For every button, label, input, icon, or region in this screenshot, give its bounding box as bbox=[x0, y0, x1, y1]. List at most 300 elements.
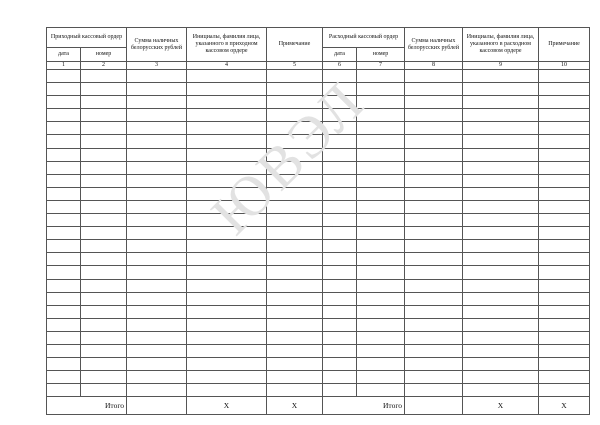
table-cell[interactable] bbox=[187, 384, 267, 397]
table-cell[interactable] bbox=[47, 96, 81, 109]
table-cell[interactable] bbox=[357, 318, 405, 331]
table-cell[interactable] bbox=[47, 371, 81, 384]
table-cell[interactable] bbox=[539, 148, 590, 161]
table-cell[interactable] bbox=[187, 371, 267, 384]
table-cell[interactable] bbox=[187, 83, 267, 96]
table-row bbox=[47, 384, 590, 397]
table-cell[interactable] bbox=[323, 83, 357, 96]
table-cell[interactable] bbox=[323, 135, 357, 148]
table-cell[interactable] bbox=[539, 240, 590, 253]
table-cell[interactable] bbox=[267, 371, 323, 384]
table-cell[interactable] bbox=[539, 358, 590, 371]
table-cell[interactable] bbox=[187, 187, 267, 200]
table-cell[interactable] bbox=[539, 83, 590, 96]
table-cell[interactable] bbox=[405, 240, 463, 253]
table-cell[interactable] bbox=[187, 200, 267, 213]
table-cell[interactable] bbox=[539, 266, 590, 279]
table-cell[interactable] bbox=[187, 279, 267, 292]
table-cell[interactable] bbox=[267, 200, 323, 213]
watermark-text: ЮВЭЛ bbox=[198, 67, 378, 247]
in-number-header: номер bbox=[81, 48, 127, 62]
table-cell[interactable] bbox=[539, 279, 590, 292]
table-cell[interactable] bbox=[81, 227, 127, 240]
column-number: 5 bbox=[267, 62, 323, 70]
table-cell[interactable] bbox=[47, 214, 81, 227]
table-cell[interactable] bbox=[47, 331, 81, 344]
table-cell[interactable] bbox=[405, 344, 463, 357]
table-cell[interactable] bbox=[81, 122, 127, 135]
table-cell[interactable] bbox=[187, 122, 267, 135]
table-cell[interactable] bbox=[323, 384, 357, 397]
table-cell[interactable] bbox=[463, 83, 539, 96]
table-cell[interactable] bbox=[267, 148, 323, 161]
table-cell[interactable] bbox=[127, 279, 187, 292]
table-cell[interactable] bbox=[405, 174, 463, 187]
table-cell[interactable] bbox=[81, 358, 127, 371]
table-cell[interactable] bbox=[323, 122, 357, 135]
table-cell[interactable] bbox=[323, 240, 357, 253]
table-cell[interactable] bbox=[405, 227, 463, 240]
table-cell[interactable] bbox=[47, 83, 81, 96]
table-cell[interactable] bbox=[187, 266, 267, 279]
table-cell[interactable] bbox=[187, 240, 267, 253]
table-cell[interactable] bbox=[463, 200, 539, 213]
table-cell[interactable] bbox=[357, 109, 405, 122]
table-cell[interactable] bbox=[187, 227, 267, 240]
total-out-sum-cell[interactable] bbox=[405, 397, 463, 415]
table-cell[interactable] bbox=[357, 70, 405, 83]
table-cell[interactable] bbox=[267, 83, 323, 96]
table-cell[interactable] bbox=[81, 174, 127, 187]
table-cell[interactable] bbox=[323, 305, 357, 318]
table-cell[interactable] bbox=[47, 358, 81, 371]
table-cell[interactable] bbox=[405, 161, 463, 174]
table-cell[interactable] bbox=[127, 344, 187, 357]
table-cell[interactable] bbox=[267, 305, 323, 318]
table-cell[interactable] bbox=[323, 70, 357, 83]
table-cell[interactable] bbox=[463, 227, 539, 240]
table-row bbox=[47, 253, 590, 266]
table-cell[interactable] bbox=[81, 109, 127, 122]
table-row bbox=[47, 371, 590, 384]
table-cell[interactable] bbox=[127, 305, 187, 318]
table-cell[interactable] bbox=[267, 240, 323, 253]
table-row bbox=[47, 187, 590, 200]
table-cell[interactable] bbox=[323, 292, 357, 305]
table-cell[interactable] bbox=[127, 292, 187, 305]
table-cell[interactable] bbox=[127, 266, 187, 279]
table-cell[interactable] bbox=[187, 109, 267, 122]
table-cell[interactable] bbox=[47, 174, 81, 187]
table-cell[interactable] bbox=[81, 161, 127, 174]
table-cell[interactable] bbox=[357, 135, 405, 148]
table-cell[interactable] bbox=[357, 227, 405, 240]
table-cell[interactable] bbox=[81, 214, 127, 227]
table-cell[interactable] bbox=[463, 240, 539, 253]
in-date-header: дата bbox=[47, 48, 81, 62]
table-cell[interactable] bbox=[267, 384, 323, 397]
table-cell[interactable] bbox=[539, 122, 590, 135]
column-number: 7 bbox=[357, 62, 405, 70]
table-cell[interactable] bbox=[127, 174, 187, 187]
table-cell[interactable] bbox=[405, 253, 463, 266]
table-cell[interactable] bbox=[357, 187, 405, 200]
table-cell[interactable] bbox=[463, 214, 539, 227]
table-cell[interactable] bbox=[539, 292, 590, 305]
table-cell[interactable] bbox=[47, 279, 81, 292]
in-note-header: Примечание bbox=[267, 28, 323, 62]
table-cell[interactable] bbox=[323, 358, 357, 371]
table-cell[interactable] bbox=[127, 318, 187, 331]
table-cell[interactable] bbox=[81, 292, 127, 305]
table-cell[interactable] bbox=[405, 70, 463, 83]
column-number-row bbox=[47, 62, 590, 70]
table-cell[interactable] bbox=[127, 371, 187, 384]
table-cell[interactable] bbox=[81, 70, 127, 83]
table-cell[interactable] bbox=[47, 292, 81, 305]
table-row bbox=[47, 227, 590, 240]
table-cell[interactable] bbox=[267, 279, 323, 292]
table-cell[interactable] bbox=[463, 148, 539, 161]
table-cell[interactable] bbox=[357, 358, 405, 371]
table-cell[interactable] bbox=[127, 109, 187, 122]
table-cell[interactable] bbox=[127, 200, 187, 213]
table-cell[interactable] bbox=[463, 358, 539, 371]
table-cell[interactable] bbox=[127, 135, 187, 148]
table-cell[interactable] bbox=[539, 135, 590, 148]
column-number: 3 bbox=[127, 62, 187, 70]
table-cell[interactable] bbox=[539, 214, 590, 227]
table-cell[interactable] bbox=[405, 148, 463, 161]
table-cell[interactable] bbox=[539, 96, 590, 109]
table-cell[interactable] bbox=[463, 279, 539, 292]
table-cell[interactable] bbox=[323, 279, 357, 292]
table-row bbox=[47, 135, 590, 148]
table-cell[interactable] bbox=[323, 109, 357, 122]
table-cell[interactable] bbox=[463, 305, 539, 318]
table-cell[interactable] bbox=[405, 187, 463, 200]
table-row bbox=[47, 331, 590, 344]
table-cell[interactable] bbox=[127, 83, 187, 96]
table-cell[interactable] bbox=[187, 70, 267, 83]
table-cell[interactable] bbox=[357, 331, 405, 344]
table-cell[interactable] bbox=[463, 70, 539, 83]
table-cell[interactable] bbox=[267, 227, 323, 240]
table-cell[interactable] bbox=[47, 122, 81, 135]
table-cell[interactable] bbox=[127, 384, 187, 397]
table-cell[interactable] bbox=[47, 135, 81, 148]
table-cell[interactable] bbox=[405, 331, 463, 344]
table-cell[interactable] bbox=[405, 318, 463, 331]
table-cell[interactable] bbox=[187, 344, 267, 357]
table-cell[interactable] bbox=[357, 305, 405, 318]
table-row bbox=[47, 109, 590, 122]
out-sum-header: Сумма наличных белорусских рублей bbox=[405, 28, 463, 62]
table-cell[interactable] bbox=[127, 161, 187, 174]
total-label-in: Итого bbox=[47, 397, 127, 415]
table-cell[interactable] bbox=[323, 161, 357, 174]
table-cell[interactable] bbox=[81, 187, 127, 200]
table-cell[interactable] bbox=[405, 292, 463, 305]
total-in-person-x: X bbox=[187, 397, 267, 415]
table-cell[interactable] bbox=[539, 344, 590, 357]
table-cell[interactable] bbox=[47, 305, 81, 318]
table-cell[interactable] bbox=[187, 96, 267, 109]
table-cell[interactable] bbox=[539, 331, 590, 344]
table-cell[interactable] bbox=[81, 266, 127, 279]
total-out-person-x: X bbox=[463, 397, 539, 415]
table-cell[interactable] bbox=[81, 384, 127, 397]
table-cell[interactable] bbox=[357, 214, 405, 227]
table-cell[interactable] bbox=[357, 83, 405, 96]
header-row-top bbox=[47, 28, 590, 48]
table-cell[interactable] bbox=[357, 384, 405, 397]
table-cell[interactable] bbox=[187, 214, 267, 227]
table-cell[interactable] bbox=[127, 148, 187, 161]
table-row bbox=[47, 96, 590, 109]
table-cell[interactable] bbox=[323, 148, 357, 161]
table-cell[interactable] bbox=[405, 371, 463, 384]
table-cell[interactable] bbox=[539, 227, 590, 240]
table-cell[interactable] bbox=[127, 96, 187, 109]
table-cell[interactable] bbox=[357, 148, 405, 161]
table-cell[interactable] bbox=[47, 187, 81, 200]
table-cell[interactable] bbox=[405, 384, 463, 397]
table-cell[interactable] bbox=[81, 135, 127, 148]
table-cell[interactable] bbox=[463, 318, 539, 331]
total-row bbox=[47, 397, 590, 415]
table-cell[interactable] bbox=[463, 384, 539, 397]
table-cell[interactable] bbox=[323, 318, 357, 331]
table-row bbox=[47, 358, 590, 371]
table-cell[interactable] bbox=[405, 200, 463, 213]
table-cell[interactable] bbox=[323, 174, 357, 187]
table-cell[interactable] bbox=[267, 174, 323, 187]
table-cell[interactable] bbox=[405, 122, 463, 135]
table-cell[interactable] bbox=[357, 200, 405, 213]
table-cell[interactable] bbox=[463, 292, 539, 305]
table-cell[interactable] bbox=[47, 227, 81, 240]
table-cell[interactable] bbox=[357, 96, 405, 109]
table-cell[interactable] bbox=[357, 292, 405, 305]
out-date-header: дата bbox=[323, 48, 357, 62]
table-cell[interactable] bbox=[187, 305, 267, 318]
table-row bbox=[47, 214, 590, 227]
table-cell[interactable] bbox=[463, 344, 539, 357]
column-number: 4 bbox=[187, 62, 267, 70]
table-cell[interactable] bbox=[127, 253, 187, 266]
column-number: 6 bbox=[323, 62, 357, 70]
table-cell[interactable] bbox=[47, 344, 81, 357]
table-cell[interactable] bbox=[47, 384, 81, 397]
table-row bbox=[47, 122, 590, 135]
ledger-body bbox=[47, 70, 590, 397]
table-cell[interactable] bbox=[323, 371, 357, 384]
table-cell[interactable] bbox=[405, 214, 463, 227]
table-cell[interactable] bbox=[323, 187, 357, 200]
table-cell[interactable] bbox=[187, 331, 267, 344]
table-cell[interactable] bbox=[539, 70, 590, 83]
out-person-header: Инициалы, фамилия лица, указанного в расходном кассовом ордере bbox=[463, 28, 539, 62]
table-row bbox=[47, 279, 590, 292]
table-cell[interactable] bbox=[357, 266, 405, 279]
table-cell[interactable] bbox=[539, 161, 590, 174]
table-cell[interactable] bbox=[463, 161, 539, 174]
table-cell[interactable] bbox=[81, 344, 127, 357]
total-label-out: Итого bbox=[323, 397, 405, 415]
table-cell[interactable] bbox=[357, 253, 405, 266]
table-cell[interactable] bbox=[463, 371, 539, 384]
table-cell[interactable] bbox=[267, 318, 323, 331]
table-cell[interactable] bbox=[463, 122, 539, 135]
table-cell[interactable] bbox=[127, 187, 187, 200]
table-row bbox=[47, 83, 590, 96]
table-cell[interactable] bbox=[127, 240, 187, 253]
table-cell[interactable] bbox=[47, 148, 81, 161]
table-cell[interactable] bbox=[267, 135, 323, 148]
table-cell[interactable] bbox=[81, 200, 127, 213]
table-cell[interactable] bbox=[357, 371, 405, 384]
table-cell[interactable] bbox=[187, 318, 267, 331]
table-row bbox=[47, 161, 590, 174]
table-cell[interactable] bbox=[81, 253, 127, 266]
table-row bbox=[47, 344, 590, 357]
table-cell[interactable] bbox=[81, 305, 127, 318]
table-cell[interactable] bbox=[463, 253, 539, 266]
table-cell[interactable] bbox=[127, 331, 187, 344]
table-cell[interactable] bbox=[47, 253, 81, 266]
table-cell[interactable] bbox=[127, 70, 187, 83]
table-cell[interactable] bbox=[357, 174, 405, 187]
table-cell[interactable] bbox=[267, 266, 323, 279]
table-cell[interactable] bbox=[539, 174, 590, 187]
column-number: 2 bbox=[81, 62, 127, 70]
table-cell[interactable] bbox=[357, 279, 405, 292]
table-cell[interactable] bbox=[323, 200, 357, 213]
table-cell[interactable] bbox=[267, 331, 323, 344]
table-cell[interactable] bbox=[81, 318, 127, 331]
table-cell[interactable] bbox=[405, 305, 463, 318]
table-row bbox=[47, 70, 590, 83]
table-cell[interactable] bbox=[539, 305, 590, 318]
table-cell[interactable] bbox=[463, 266, 539, 279]
table-cell[interactable] bbox=[405, 358, 463, 371]
table-cell[interactable] bbox=[47, 70, 81, 83]
table-cell[interactable] bbox=[463, 109, 539, 122]
table-cell[interactable] bbox=[47, 200, 81, 213]
table-cell[interactable] bbox=[405, 279, 463, 292]
table-cell[interactable] bbox=[539, 371, 590, 384]
table-cell[interactable] bbox=[539, 109, 590, 122]
table-cell[interactable] bbox=[187, 292, 267, 305]
table-cell[interactable] bbox=[463, 331, 539, 344]
total-in-sum-cell[interactable] bbox=[127, 397, 187, 415]
table-cell[interactable] bbox=[405, 83, 463, 96]
table-cell[interactable] bbox=[187, 161, 267, 174]
table-cell[interactable] bbox=[47, 318, 81, 331]
table-cell[interactable] bbox=[539, 318, 590, 331]
table-cell[interactable] bbox=[127, 358, 187, 371]
table-cell[interactable] bbox=[267, 70, 323, 83]
table-cell[interactable] bbox=[47, 266, 81, 279]
table-row bbox=[47, 318, 590, 331]
table-row bbox=[47, 200, 590, 213]
table-row bbox=[47, 174, 590, 187]
table-cell[interactable] bbox=[357, 122, 405, 135]
table-cell[interactable] bbox=[81, 96, 127, 109]
table-cell[interactable] bbox=[323, 266, 357, 279]
table-cell[interactable] bbox=[187, 135, 267, 148]
table-cell[interactable] bbox=[187, 253, 267, 266]
table-cell[interactable] bbox=[463, 135, 539, 148]
table-cell[interactable] bbox=[267, 109, 323, 122]
table-cell[interactable] bbox=[463, 187, 539, 200]
table-cell[interactable] bbox=[463, 96, 539, 109]
table-cell[interactable] bbox=[267, 344, 323, 357]
table-cell[interactable] bbox=[47, 109, 81, 122]
table-cell[interactable] bbox=[539, 253, 590, 266]
table-cell[interactable] bbox=[539, 384, 590, 397]
table-cell[interactable] bbox=[323, 227, 357, 240]
table-cell[interactable] bbox=[357, 344, 405, 357]
table-cell[interactable] bbox=[81, 331, 127, 344]
table-cell[interactable] bbox=[187, 148, 267, 161]
table-cell[interactable] bbox=[323, 331, 357, 344]
table-cell[interactable] bbox=[81, 240, 127, 253]
table-cell[interactable] bbox=[267, 122, 323, 135]
table-cell[interactable] bbox=[405, 96, 463, 109]
table-cell[interactable] bbox=[323, 344, 357, 357]
table-cell[interactable] bbox=[47, 240, 81, 253]
in-order-header: Приходный кассовый ордер bbox=[47, 28, 127, 48]
table-cell[interactable] bbox=[539, 187, 590, 200]
table-cell[interactable] bbox=[267, 358, 323, 371]
table-cell[interactable] bbox=[127, 122, 187, 135]
table-cell[interactable] bbox=[405, 266, 463, 279]
out-order-header: Расходный кассовый ордер bbox=[323, 28, 405, 48]
table-cell[interactable] bbox=[47, 161, 81, 174]
table-cell[interactable] bbox=[187, 358, 267, 371]
table-row bbox=[47, 292, 590, 305]
out-note-header: Примечание bbox=[539, 28, 590, 62]
table-cell[interactable] bbox=[267, 161, 323, 174]
table-cell[interactable] bbox=[323, 96, 357, 109]
table-cell[interactable] bbox=[539, 200, 590, 213]
table-cell[interactable] bbox=[267, 214, 323, 227]
table-cell[interactable] bbox=[405, 109, 463, 122]
table-cell[interactable] bbox=[127, 227, 187, 240]
table-cell[interactable] bbox=[357, 240, 405, 253]
table-cell[interactable] bbox=[323, 253, 357, 266]
column-number: 1 bbox=[47, 62, 81, 70]
table-cell[interactable] bbox=[267, 96, 323, 109]
table-cell[interactable] bbox=[81, 148, 127, 161]
table-cell[interactable] bbox=[463, 174, 539, 187]
column-number: 9 bbox=[463, 62, 539, 70]
table-cell[interactable] bbox=[187, 174, 267, 187]
table-cell[interactable] bbox=[405, 135, 463, 148]
table-cell[interactable] bbox=[267, 292, 323, 305]
in-person-header: Инициалы, фамилия лица, указанного в приходном кассовом ордере bbox=[187, 28, 267, 62]
table-cell[interactable] bbox=[267, 253, 323, 266]
table-cell[interactable] bbox=[323, 214, 357, 227]
table-cell[interactable] bbox=[81, 279, 127, 292]
table-cell[interactable] bbox=[127, 214, 187, 227]
table-cell[interactable] bbox=[81, 83, 127, 96]
table-cell[interactable] bbox=[81, 371, 127, 384]
table-cell[interactable] bbox=[357, 161, 405, 174]
table-cell[interactable] bbox=[267, 187, 323, 200]
